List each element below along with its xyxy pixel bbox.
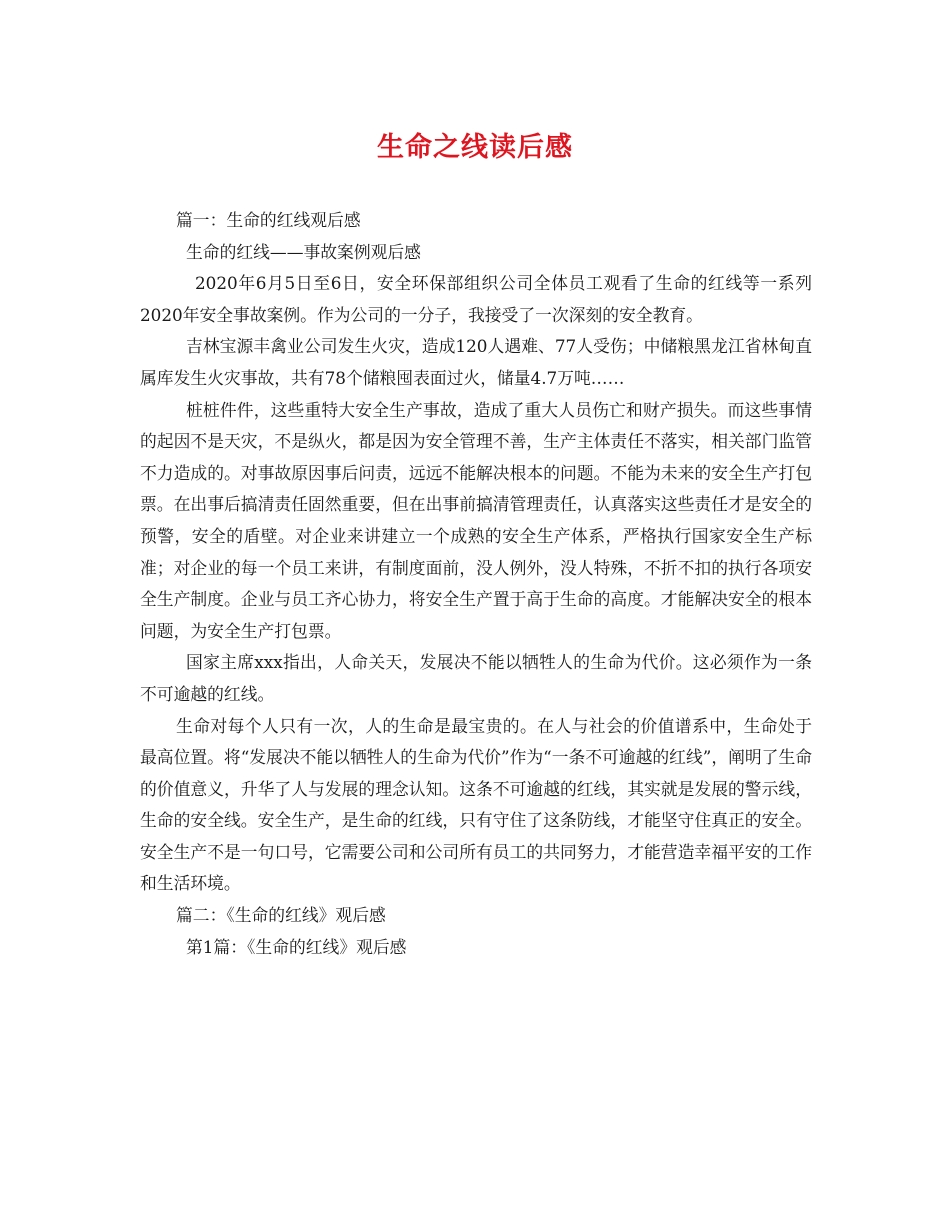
paragraph: 国家主席xxx指出，人命关天，发展决不能以牺牲人的生命为代价。这必须作为一条不可逾越的红线。	[140, 652, 812, 704]
section-subheading: 生命的红线——事故案例观后感	[186, 241, 421, 262]
section-heading: 篇二：《生命的红线》观后感	[176, 905, 386, 926]
paragraph: 桩桩件件，这些重特大安全生产事故，造成了重大人员伤亡和财产损失。而这些事情的起因不是天灾，不是纵火，都是因为安全管理不善，生产主体责任不落实，相关部门监管不力造成的。对事故原因事后问责，远远不能解决根本的问题。不能为未来的安全生产打包票。在出事后搞清责任固然重要，但在出事前搞清管理责任，认真落实这些责任才是安全的预警，安全的盾壁。对企业来讲建立一个成熟的安全生产体系，严格执行国家安全生产标准；对企业的每一个员工来讲，有制度面前，没人例外，没人特殊，不折不扣的执行各项安全生产制度。企业与员工齐心协力，将安全生产置于高于生命的高度。才能解决安全的根本问题，为安全生产打包票。	[140, 399, 812, 641]
paragraph: 吉林宝源丰禽业公司发生火灾，造成120人遇难、77人受伤；中储粮黑龙江省林甸直属库发生火灾事故，共有78个储粮囤表面过火，储量4.7万吨……	[140, 336, 812, 388]
paragraph: 2020年6月5日至6日，安全环保部组织公司全体员工观看了生命的红线等一系列2020年安全事故案例。作为公司的一分子，我接受了一次深刻的安全教育。	[140, 273, 812, 325]
document-title: 生命之线读后感	[377, 132, 573, 163]
document-body	[140, 205, 812, 963]
paragraph: 生命对每个人只有一次，人的生命是最宝贵的。在人与社会的价值谱系中，生命处于最高位置。将“发展决不能以牺牲人的生命为代价”作为“一条不可逾越的红线”，阐明了生命的价值意义，升华了人与发展的理念认知。这条不可逾越的红线，其实就是发展的警示线，生命的安全线。安全生产，是生命的红线，只有守住了这条防线，才能坚守住真正的安全。安全生产不是一句口号，它需要公司和公司所有员工的共同努力，才能营造幸福平安的工作和生活环境。	[140, 715, 813, 894]
section-heading: 篇一：生命的红线观后感	[176, 210, 361, 230]
section-subheading: 第1篇：《生命的红线》观后感	[186, 936, 407, 957]
